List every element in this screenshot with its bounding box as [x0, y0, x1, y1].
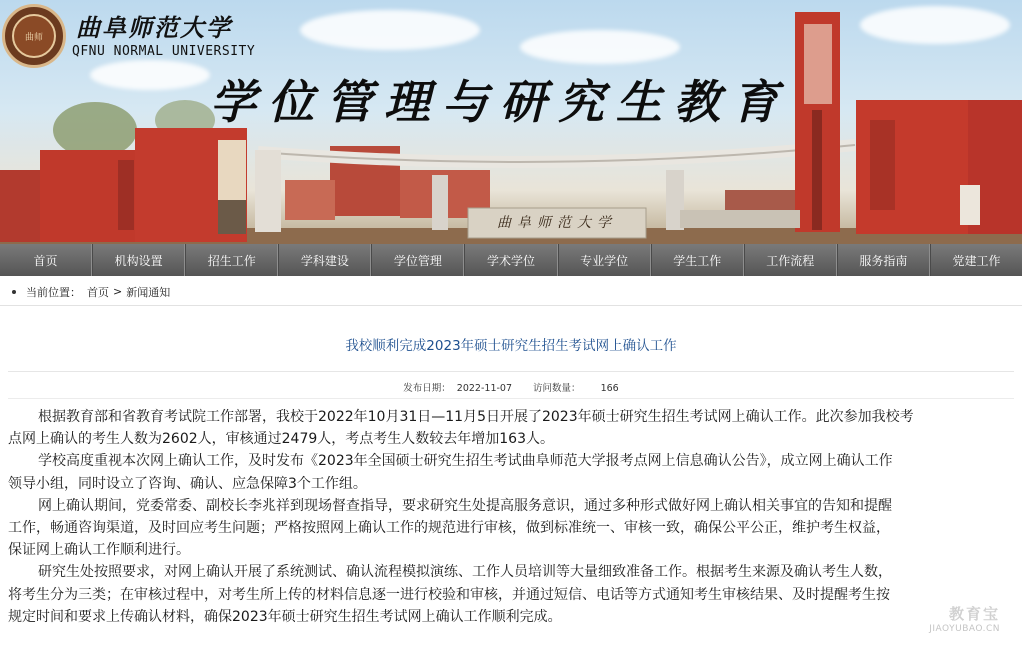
- paragraph-line: 工作，畅通咨询渠道，及时回应考生问题；严格按照网上确认工作的规范进行审核，做到标准统一、审核一致，确保公平公正，维护考生权益，: [8, 520, 890, 537]
- site-title: 学位管理与研究生教育: [210, 75, 790, 129]
- paragraph-line: 网上确认期间，党委常委、副校长李兆祥到现场督查指导，要求研究生处提高服务意识，通过多种形式做好网上确认相关事宜的告知和提醒: [38, 497, 892, 514]
- university-seal-logo[interactable]: [2, 4, 66, 68]
- bullet-icon: [12, 290, 16, 294]
- paragraph-line: 保证网上确认工作顺利进行。: [8, 542, 190, 559]
- seal-inner: 曲师: [12, 14, 56, 58]
- article-meta: [0, 380, 1022, 394]
- nav-item-workflow[interactable]: 工作流程: [744, 244, 837, 276]
- breadcrumb-current[interactable]: 新闻通知: [126, 285, 171, 299]
- main-nav: [0, 244, 1022, 276]
- nav-item-student-affairs[interactable]: 学生工作: [651, 244, 744, 276]
- article-title: 我校顺利完成2023年硕士研究生招生考试网上确认工作: [345, 338, 677, 354]
- divider: [8, 398, 1014, 399]
- nav-item-academic-degree[interactable]: 学术学位: [464, 244, 557, 276]
- article: [0, 306, 1022, 654]
- breadcrumb-home-link[interactable]: 首页: [87, 285, 109, 299]
- nav-item-degree-management[interactable]: 学位管理: [371, 244, 464, 276]
- university-name-en: QFNU NORMAL UNIVERSITY: [72, 44, 256, 59]
- paragraph-line: 点网上确认的考生人数为2602人，审核通过2479人，考点考生人数较去年增加163人。: [8, 431, 554, 448]
- header-banner: [0, 0, 1022, 244]
- view-count: 166: [600, 383, 619, 394]
- breadcrumb: [0, 278, 1022, 306]
- paragraph-line: 领导小组，同时设立了咨询、确认、应急保障3个工作组。: [8, 475, 367, 492]
- paragraph: [8, 495, 1008, 562]
- paragraph-line: 根据教育部和省教育考试院工作部署，我校于2022年10月31日—11月5日开展了2023年硕士研究生招生考试网上确认工作。此次参加我校考: [38, 409, 914, 425]
- views-label: 访问数量：: [533, 383, 581, 394]
- watermark-en: JIAOYUBAO.CN: [929, 624, 1000, 634]
- paragraph: [8, 561, 1008, 628]
- nav-item-admissions[interactable]: 招生工作: [185, 244, 278, 276]
- nav-item-home[interactable]: 首页: [0, 244, 92, 276]
- paragraph-line: 规定时间和要求上传确认材料，确保2023年硕士研究生招生考试网上确认工作顺利完成。: [8, 608, 562, 625]
- paragraph: [8, 406, 1008, 450]
- university-name-cn: 曲阜师范大学: [76, 13, 232, 42]
- nav-item-professional-degree[interactable]: 专业学位: [558, 244, 651, 276]
- nav-item-party-building[interactable]: 党建工作: [930, 244, 1022, 276]
- breadcrumb-separator: >: [113, 285, 123, 298]
- paragraph-line: 将考生分为三类；在审核过程中，对考生所上传的材料信息逐一进行校验和审核，并通过短信、电话等方式通知考生审核结果、及时提醒考生按: [8, 586, 890, 603]
- paragraph-line: 学校高度重视本次网上确认工作，及时发布《2023年全国硕士研究生招生考试曲阜师范大学报考点网上信息确认公告》，成立网上确认工作: [38, 453, 893, 470]
- breadcrumb-prefix: 当前位置：: [26, 285, 81, 299]
- watermark-cn: 教育宝: [948, 605, 1000, 623]
- divider: [8, 371, 1014, 372]
- nav-item-organization[interactable]: 机构设置: [92, 244, 185, 276]
- paragraph: [8, 450, 1008, 494]
- date-label: 发布日期：: [403, 383, 451, 394]
- publish-date: 2022-11-07: [456, 383, 513, 394]
- paragraph-line: 研究生处按照要求，对网上确认开展了系统测试、确认流程模拟演练、工作人员培训等大量细致准备工作。根据考生来源及确认考生人数，: [38, 564, 892, 581]
- gate-sign-text: 曲阜师范大学: [497, 215, 617, 231]
- nav-item-discipline[interactable]: 学科建设: [278, 244, 371, 276]
- article-body: [8, 406, 1008, 628]
- nav-item-service-guide[interactable]: 服务指南: [837, 244, 930, 276]
